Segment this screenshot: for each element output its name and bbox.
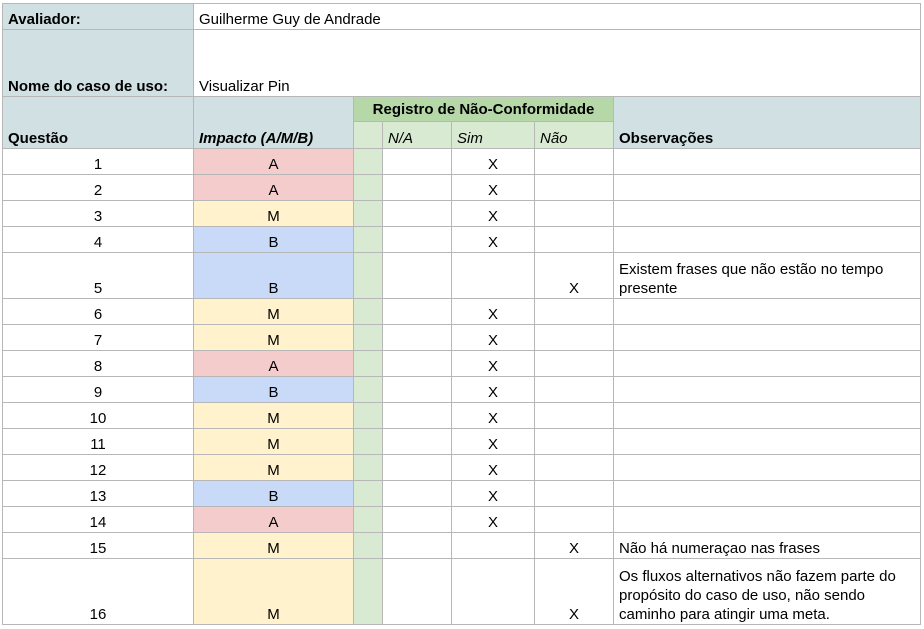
impact-cell[interactable]: M: [194, 429, 354, 455]
table-row: [3, 533, 921, 559]
impact-cell[interactable]: B: [194, 377, 354, 403]
na-cell[interactable]: [383, 351, 452, 377]
na-cell[interactable]: [383, 481, 452, 507]
table-row: [3, 481, 921, 507]
table-row: [3, 377, 921, 403]
question-number-cell[interactable]: 15: [3, 533, 194, 559]
question-number-cell[interactable]: 12: [3, 455, 194, 481]
nao-cell[interactable]: [535, 507, 614, 533]
sim-cell[interactable]: X: [452, 149, 535, 175]
table-row: [3, 175, 921, 201]
impact-cell[interactable]: A: [194, 149, 354, 175]
nao-cell[interactable]: [535, 299, 614, 325]
impact-cell[interactable]: M: [194, 455, 354, 481]
sim-header[interactable]: Sim: [452, 122, 535, 149]
question-number-cell[interactable]: 16: [3, 559, 194, 625]
question-number-cell[interactable]: 14: [3, 507, 194, 533]
impact-cell[interactable]: A: [194, 175, 354, 201]
impact-cell[interactable]: M: [194, 559, 354, 625]
observation-cell[interactable]: Não há numeraçao nas frases: [614, 533, 921, 559]
question-number-cell[interactable]: 6: [3, 299, 194, 325]
observation-cell[interactable]: [614, 351, 921, 377]
registry-blank-cell[interactable]: [354, 429, 383, 455]
nao-cell[interactable]: [535, 455, 614, 481]
table-row: [3, 325, 921, 351]
table-row: [3, 253, 921, 299]
na-cell[interactable]: [383, 149, 452, 175]
na-cell[interactable]: [383, 227, 452, 253]
impact-cell[interactable]: M: [194, 201, 354, 227]
table-row: [3, 455, 921, 481]
observation-cell[interactable]: Existem frases que não estão no tempo presente: [614, 253, 921, 299]
nao-header[interactable]: Não: [535, 122, 614, 149]
observation-cell[interactable]: [614, 149, 921, 175]
impact-cell[interactable]: M: [194, 325, 354, 351]
nao-cell[interactable]: [535, 351, 614, 377]
registry-blank-cell[interactable]: [354, 533, 383, 559]
na-header[interactable]: N/A: [383, 122, 452, 149]
question-number-cell[interactable]: 1: [3, 149, 194, 175]
registry-blank-cell[interactable]: [354, 299, 383, 325]
na-cell[interactable]: [383, 175, 452, 201]
na-cell[interactable]: [383, 429, 452, 455]
observation-cell[interactable]: [614, 455, 921, 481]
table-row: [3, 559, 921, 625]
impact-cell[interactable]: M: [194, 299, 354, 325]
observation-cell[interactable]: [614, 227, 921, 253]
nao-cell[interactable]: [535, 227, 614, 253]
sim-cell[interactable]: X: [452, 429, 535, 455]
nao-cell[interactable]: [535, 377, 614, 403]
registry-blank-cell[interactable]: [354, 325, 383, 351]
sim-cell[interactable]: X: [452, 201, 535, 227]
impact-cell[interactable]: A: [194, 351, 354, 377]
sim-cell[interactable]: X: [452, 455, 535, 481]
question-number-cell[interactable]: 2: [3, 175, 194, 201]
na-cell[interactable]: [383, 455, 452, 481]
question-number-cell[interactable]: 13: [3, 481, 194, 507]
impact-cell[interactable]: B: [194, 481, 354, 507]
observation-cell[interactable]: Os fluxos alternativos não fazem parte do propósito do caso de uso, não sendo caminho para atingir uma meta.: [614, 559, 921, 625]
nao-cell[interactable]: [535, 481, 614, 507]
table-row: [3, 299, 921, 325]
observation-cell[interactable]: [614, 507, 921, 533]
nao-cell[interactable]: [535, 325, 614, 351]
impact-cell[interactable]: M: [194, 403, 354, 429]
sim-cell[interactable]: X: [452, 351, 535, 377]
sim-cell[interactable]: X: [452, 403, 535, 429]
sim-cell[interactable]: [452, 559, 535, 625]
question-number-cell[interactable]: 10: [3, 403, 194, 429]
impact-cell[interactable]: B: [194, 253, 354, 299]
sim-cell[interactable]: [452, 533, 535, 559]
impact-cell[interactable]: M: [194, 533, 354, 559]
na-cell[interactable]: [383, 533, 452, 559]
registry-blank-cell[interactable]: [354, 149, 383, 175]
impact-cell[interactable]: B: [194, 227, 354, 253]
sim-cell[interactable]: X: [452, 481, 535, 507]
table-row: [3, 507, 921, 533]
registry-blank-cell[interactable]: [354, 253, 383, 299]
question-number-cell[interactable]: 7: [3, 325, 194, 351]
nao-cell[interactable]: [535, 149, 614, 175]
registry-blank-cell[interactable]: [354, 403, 383, 429]
registry-blank-subheader[interactable]: [354, 122, 383, 149]
observation-cell[interactable]: [614, 403, 921, 429]
sim-cell[interactable]: X: [452, 227, 535, 253]
registry-blank-cell[interactable]: [354, 455, 383, 481]
observation-cell[interactable]: [614, 201, 921, 227]
registry-blank-cell[interactable]: [354, 175, 383, 201]
na-cell[interactable]: [383, 325, 452, 351]
table-row: [3, 351, 921, 377]
question-number-cell[interactable]: 4: [3, 227, 194, 253]
nao-cell[interactable]: [535, 175, 614, 201]
question-header[interactable]: Questão: [3, 97, 194, 149]
sim-cell[interactable]: X: [452, 325, 535, 351]
na-cell[interactable]: [383, 403, 452, 429]
na-cell[interactable]: [383, 201, 452, 227]
usecase-label[interactable]: Nome do caso de uso:: [3, 30, 194, 97]
observation-cell[interactable]: [614, 299, 921, 325]
na-cell[interactable]: [383, 507, 452, 533]
nao-cell[interactable]: [535, 429, 614, 455]
nao-cell[interactable]: X: [535, 253, 614, 299]
registry-blank-cell[interactable]: [354, 481, 383, 507]
table-row: [3, 227, 921, 253]
table-row: [3, 201, 921, 227]
registry-blank-cell[interactable]: [354, 559, 383, 625]
registry-blank-cell[interactable]: [354, 201, 383, 227]
table-row: [3, 149, 921, 175]
evaluator-label[interactable]: Avaliador:: [3, 4, 194, 30]
observation-cell[interactable]: [614, 429, 921, 455]
registry-blank-cell[interactable]: [354, 507, 383, 533]
na-cell[interactable]: [383, 253, 452, 299]
registry-group-header[interactable]: Registro de Não-Conformidade: [354, 97, 614, 122]
registry-blank-cell[interactable]: [354, 377, 383, 403]
na-cell[interactable]: [383, 377, 452, 403]
registry-blank-cell[interactable]: [354, 227, 383, 253]
sim-cell[interactable]: X: [452, 175, 535, 201]
sim-cell[interactable]: [452, 253, 535, 299]
impact-header[interactable]: Impacto (A/M/B): [194, 97, 354, 149]
usecase-value[interactable]: Visualizar Pin: [194, 30, 921, 97]
table-row: [3, 429, 921, 455]
nao-cell[interactable]: X: [535, 559, 614, 625]
registry-blank-cell[interactable]: [354, 351, 383, 377]
nao-cell[interactable]: [535, 403, 614, 429]
sim-cell[interactable]: X: [452, 299, 535, 325]
evaluation-sheet: [2, 3, 921, 625]
evaluator-value[interactable]: Guilherme Guy de Andrade: [194, 4, 921, 30]
question-number-cell[interactable]: 9: [3, 377, 194, 403]
table-row: [3, 403, 921, 429]
observation-cell[interactable]: [614, 481, 921, 507]
observation-cell[interactable]: [614, 325, 921, 351]
sim-cell[interactable]: X: [452, 377, 535, 403]
question-number-cell[interactable]: 3: [3, 201, 194, 227]
sim-cell[interactable]: X: [452, 507, 535, 533]
nao-cell[interactable]: X: [535, 533, 614, 559]
impact-cell[interactable]: A: [194, 507, 354, 533]
question-number-cell[interactable]: 5: [3, 253, 194, 299]
observations-header[interactable]: Observações: [614, 97, 921, 149]
question-number-cell[interactable]: 8: [3, 351, 194, 377]
observation-cell[interactable]: [614, 377, 921, 403]
na-cell[interactable]: [383, 559, 452, 625]
nao-cell[interactable]: [535, 201, 614, 227]
observation-cell[interactable]: [614, 175, 921, 201]
question-number-cell[interactable]: 11: [3, 429, 194, 455]
na-cell[interactable]: [383, 299, 452, 325]
